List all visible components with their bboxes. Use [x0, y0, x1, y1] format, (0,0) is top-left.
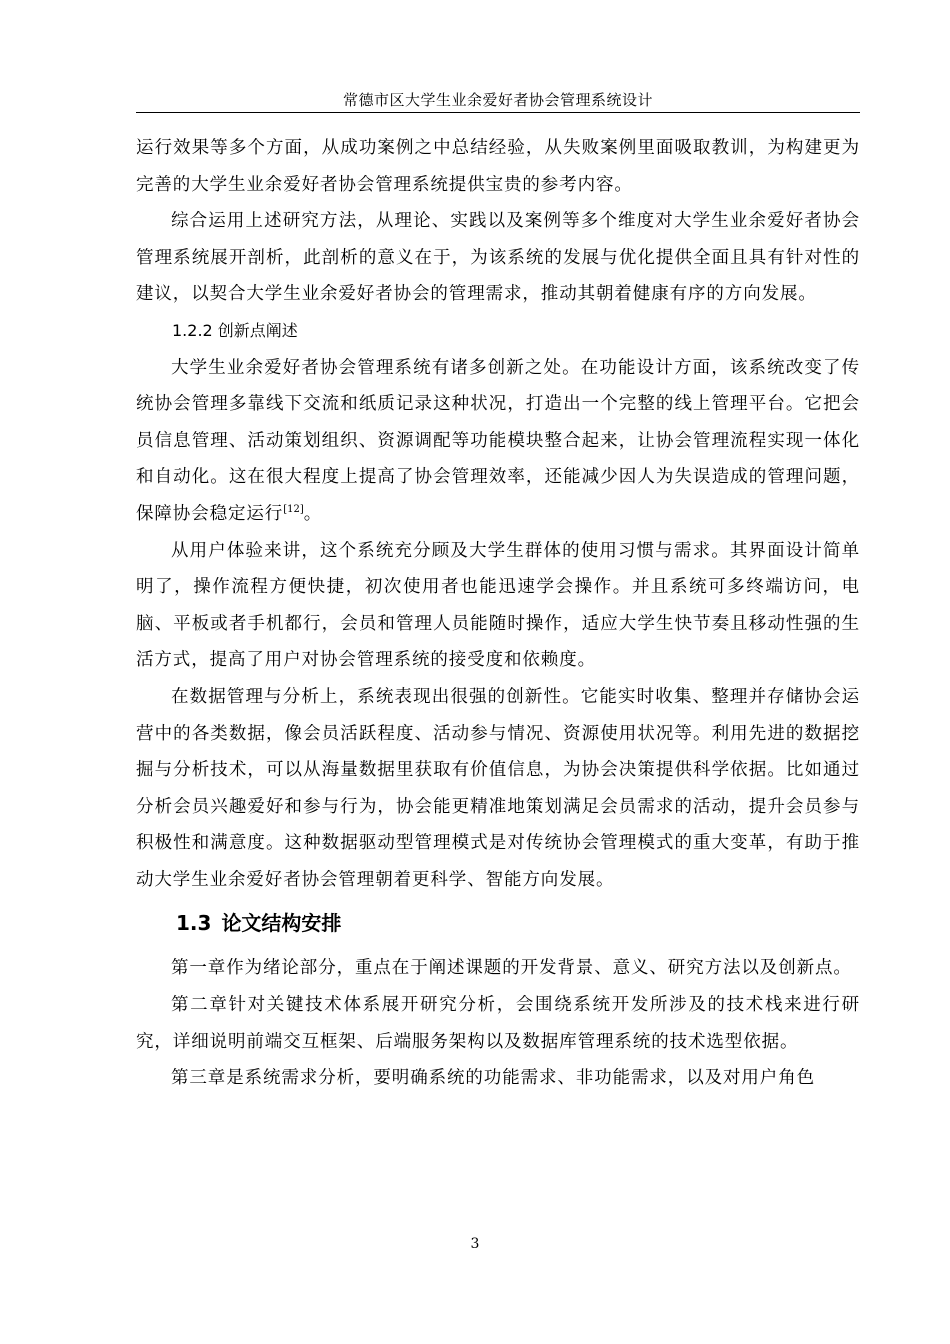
paragraph-innovation-function-text: 大学生业余爱好者协会管理系统有诸多创新之处。在功能设计方面，该系统改变了传统协会管理多靠线下交流和纸质记录这种状况，打造出一个完整的线上管理平台。它把会员信息管理、活动策划组织、资源调配等功能模块整合起来，让协会管理流程实现一体化和自动化。这在很大程度上提高了协会管理效率，还能减少因人为失误造成的管理问题，保障协会稳定运行: [136, 357, 860, 524]
section-number: 1.3: [176, 911, 212, 936]
paragraph-methods-summary: 综合运用上述研究方法，从理论、实践以及案例等多个维度对大学生业余爱好者协会管理系统展开剖析，此剖析的意义在于，为该系统的发展与优化提供全面且具有针对性的建议，以契合大学生业余爱好者协会的管理需求，推动其朝着健康有序的方向发展。: [136, 211, 860, 305]
paragraph-end-mark: 。: [303, 503, 323, 524]
section-heading-1-3: [136, 908, 860, 938]
paragraph-user-experience: 从用户体验来讲，这个系统充分顾及大学生群体的使用习惯与需求。其界面设计简单明了，操作流程方便快捷，初次使用者也能迅速学会操作。并且系统可多终端访问，电脑、平板或者手机都行，会员和管理人员能随时操作，适应大学生快节奏且移动性强的生活方式，提高了用户对协会管理系统的接受度和依赖度。: [136, 540, 860, 671]
subsection-heading-1-2-2: 1.2.2 创新点阐述: [172, 320, 298, 340]
paragraph-data-management: 在数据管理与分析上，系统表现出很强的创新性。它能实时收集、整理并存储协会运营中的各类数据，像会员活跃程度、活动参与情况、资源使用状况等。利用先进的数据挖掘与分析技术，可以从海量数据里获取有价值信息，为协会决策提供科学依据。比如通过分析会员兴趣爱好和参与行为，协会能更精准地策划满足会员需求的活动，提升会员参与积极性和满意度。这种数据驱动型管理模式是对传统协会管理模式的重大变革，有助于推动大学生业余爱好者协会管理朝着更科学、智能方向发展。: [136, 686, 860, 890]
header-rule: [136, 112, 860, 113]
paragraph-chapter-1: 第一章作为绪论部分，重点在于阐述课题的开发背景、意义、研究方法以及创新点。: [171, 958, 852, 979]
running-header: 常德市区大学生业余爱好者协会管理系统设计: [342, 91, 653, 109]
section-title: 论文结构安排: [221, 911, 342, 936]
page-number: 3: [470, 1236, 480, 1252]
paragraph-chapter-3: 第三章是系统需求分析，要明确系统的功能需求、非功能需求，以及对用户角色: [171, 1068, 815, 1089]
paragraph-continued: 运行效果等多个方面，从成功案例之中总结经验，从失败案例里面吸取教训，为构建更为完善的大学生业余爱好者协会管理系统提供宝贵的参考内容。: [136, 138, 860, 195]
paragraph-chapter-2: 第二章针对关键技术体系展开研究分析，会围绕系统开发所涉及的技术栈来进行研究，详细说明前端交互框架、后端服务架构以及数据库管理系统的技术选型依据。: [136, 995, 860, 1052]
paragraph-innovation-function: [136, 350, 860, 533]
body-text: [136, 130, 860, 1097]
citation-ref[interactable]: [12]: [283, 504, 304, 516]
